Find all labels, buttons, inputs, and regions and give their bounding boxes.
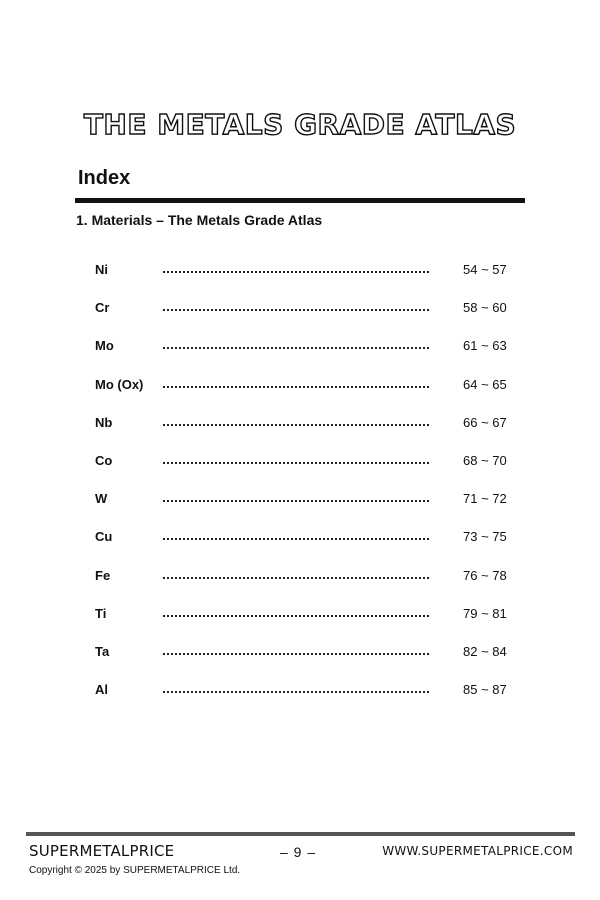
footer-url-link[interactable]: WWW.SUPERMETALPRICE.COM xyxy=(382,844,573,858)
toc-row[interactable] xyxy=(0,606,600,626)
toc-entry-pages: 76 ~ 78 xyxy=(463,567,507,583)
toc-row[interactable] xyxy=(0,300,600,320)
toc-row[interactable] xyxy=(0,262,600,282)
toc-row[interactable] xyxy=(0,529,600,549)
dot-leader xyxy=(163,538,429,540)
toc-row[interactable] xyxy=(0,491,600,511)
toc-row[interactable] xyxy=(0,338,600,358)
footer-divider xyxy=(26,832,575,836)
footer-brand: SUPERMETALPRICE xyxy=(29,842,175,860)
dot-leader xyxy=(163,271,429,273)
toc-entry-name: Cu xyxy=(95,529,113,545)
section-heading: 1. Materials – The Metals Grade Atlas xyxy=(76,212,323,228)
toc-entry-name: Mo xyxy=(95,338,114,354)
dot-leader xyxy=(163,347,429,349)
dot-leader xyxy=(163,653,429,655)
toc-entry-pages: 54 ~ 57 xyxy=(463,262,507,277)
toc-entry-name: Ti xyxy=(95,605,107,621)
toc-entry-name: Nb xyxy=(95,414,113,430)
toc-entry-pages: 64 ~ 65 xyxy=(463,376,507,392)
toc-entry-name: W xyxy=(95,491,108,507)
toc-entry-pages: 82 ~ 84 xyxy=(463,644,507,659)
index-heading: Index xyxy=(78,167,131,189)
toc-row[interactable] xyxy=(0,377,600,397)
dot-leader xyxy=(163,500,429,502)
toc-entry-pages: 61 ~ 63 xyxy=(463,338,507,354)
dot-leader xyxy=(163,424,429,426)
dot-leader xyxy=(163,691,429,693)
toc-entry-pages: 71 ~ 72 xyxy=(463,491,507,507)
toc-entry-pages: 68 ~ 70 xyxy=(463,453,507,468)
toc-row[interactable] xyxy=(0,644,600,664)
toc-entry-pages: 58 ~ 60 xyxy=(463,300,507,316)
dot-leader xyxy=(163,386,429,388)
toc-entry-name: Fe xyxy=(95,567,111,583)
toc-entry-name: Mo (Ox) xyxy=(95,376,144,392)
toc-row[interactable] xyxy=(0,568,600,588)
dot-leader xyxy=(163,577,429,579)
toc-row[interactable] xyxy=(0,682,600,702)
toc-entry-pages: 73 ~ 75 xyxy=(463,529,507,545)
dot-leader xyxy=(163,462,429,464)
toc-entry-name: Ni xyxy=(95,262,108,277)
toc-entry-name: Al xyxy=(95,682,108,698)
toc-entry-name: Ta xyxy=(95,644,110,659)
toc-entry-pages: 85 ~ 87 xyxy=(463,682,507,698)
page-title: THE METALS GRADE ATLAS xyxy=(83,108,517,141)
toc-entry-pages: 66 ~ 67 xyxy=(463,414,507,430)
dot-leader xyxy=(163,615,429,617)
toc-entry-pages: 79 ~ 81 xyxy=(463,605,507,621)
toc-entry-name: Cr xyxy=(95,300,110,316)
toc-entry-name: Co xyxy=(95,453,113,468)
copyright-notice: Copyright © 2025 by SUPERMETALPRICE Ltd. xyxy=(29,865,241,876)
toc-row[interactable] xyxy=(0,453,600,473)
toc-row[interactable] xyxy=(0,415,600,435)
page-number: – 9 – xyxy=(280,844,317,860)
dot-leader xyxy=(163,309,429,311)
